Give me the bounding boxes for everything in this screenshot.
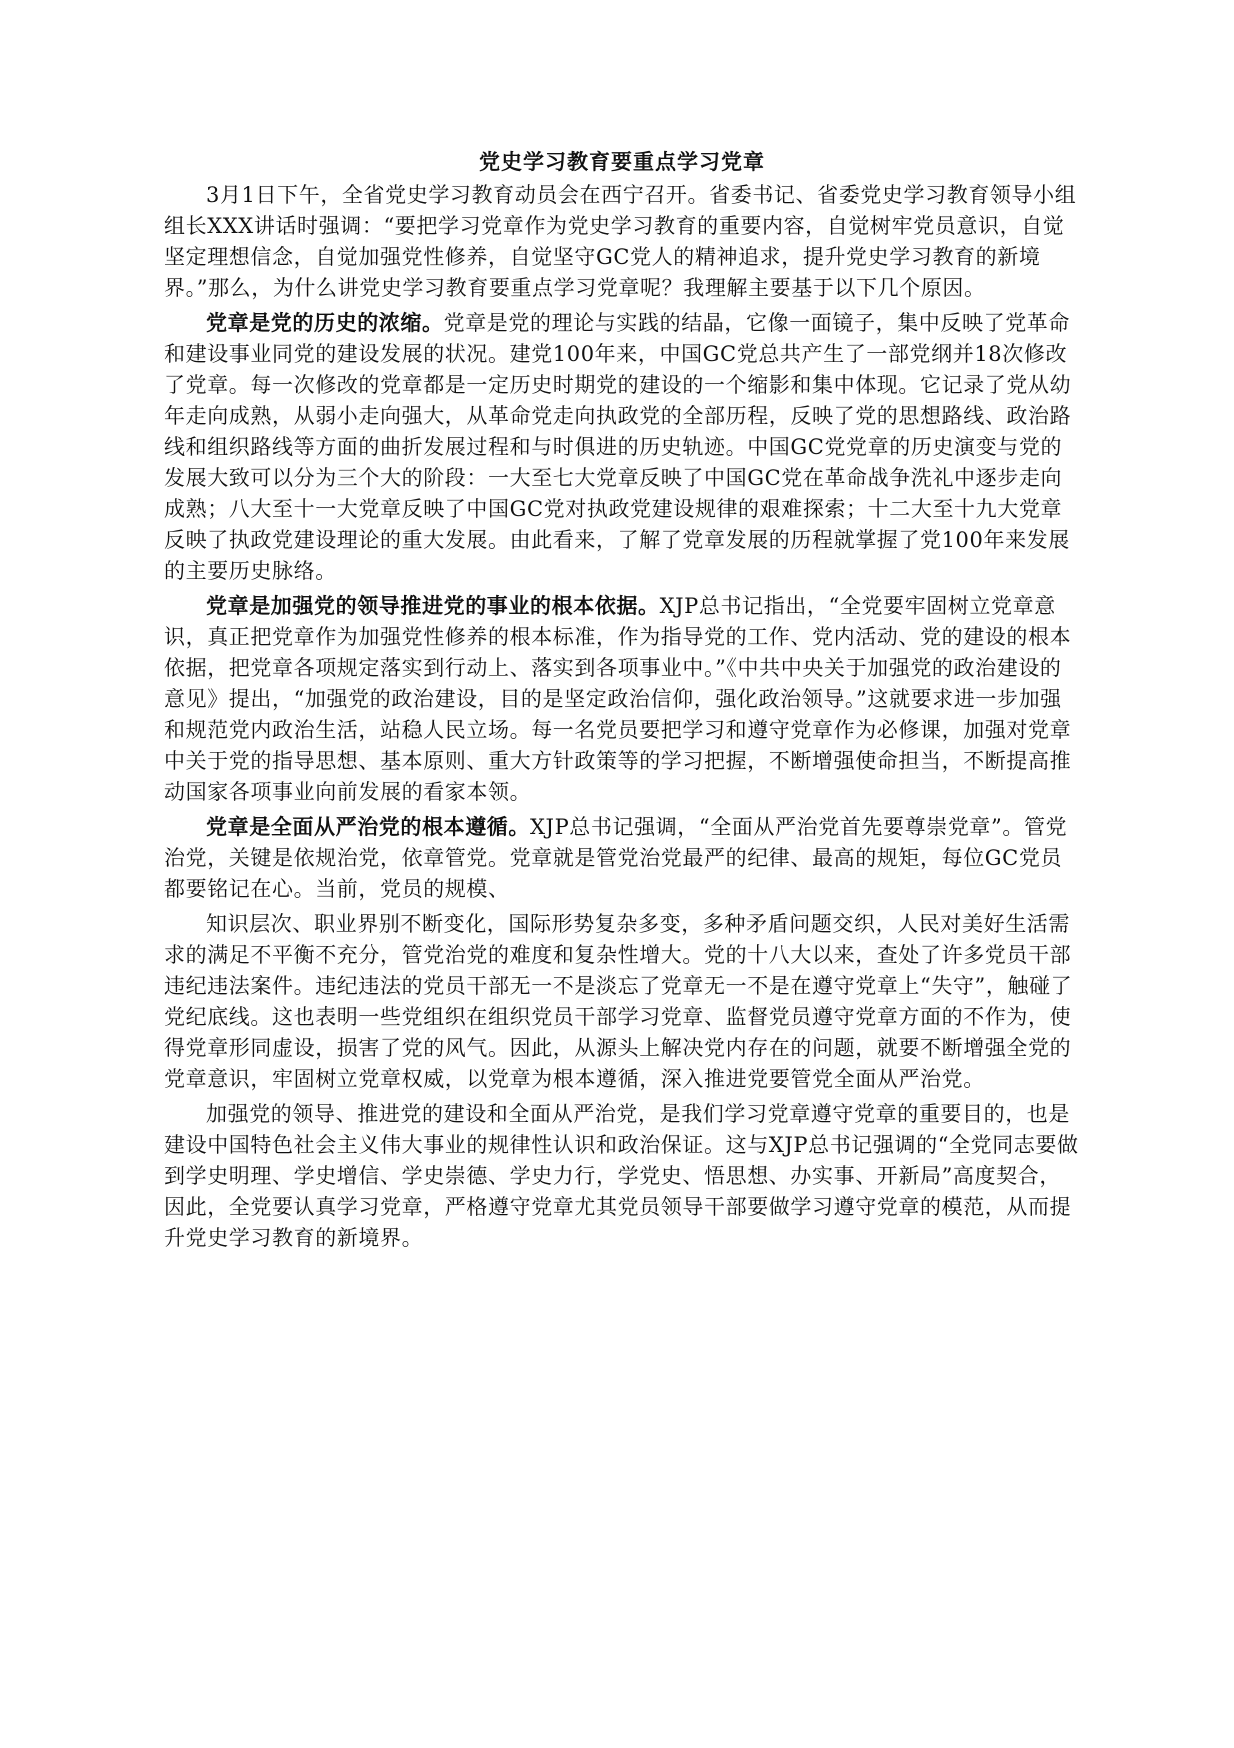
paragraph-history (164, 308, 1080, 587)
document-title: 党史学习教育要重点学习党章 (479, 150, 765, 174)
paragraph-text: 3月1日下午，全省党史学习教育动员会在西宁召开。省委书记、省委党史学习教育领导小组组长XXX讲话时强调：“要把学习党章作为党史学习教育的重要内容，自觉树牢党员意识，自觉坚定理想信念，自觉加强党性修养，自觉坚守GC党人的精神追求，提升党史学习教育的新境界。”那么，为什么讲党史学习教育要重点学习党章呢？我理解主要基于以下几个原因。 (164, 183, 1077, 300)
paragraph-foundation (164, 591, 1080, 808)
paragraph-lead: 党章是加强党的领导推进党的事业的根本依据。 (206, 594, 660, 618)
paragraph-lead: 党章是全面从严治党的根本遵循。 (206, 815, 530, 839)
paragraph-text: XJP总书记指出，“全党要牢固树立党章意识，真正把党章作为加强党性修养的根本标准，作为指导党的工作、党内活动、党的建设的根本依据，把党章各项规定落实到行动上、落实到各项事业中。”《中共中央关于加强党的政治建设的意见》提出，“加强党的政治建设，目的是坚定政治信仰，强化政治领导。”这就要求进一步加强和规范党内政治生活，站稳人民立场。每一名党员要把学习和遵守党章作为必修课，加强对党章中关于党的指导思想、基本原则、重大方针政策等的学习把握，不断增强使命担当，不断提高推动国家各项事业向前发展的看家本领。 (164, 594, 1072, 804)
paragraph-text: XJP总书记强调，“全面从严治党首先要尊崇党章”。管党治党，关键是依规治党，依章管党。党章就是管党治党最严的纪律、最高的规矩，每位GC党员都要铭记在心。当前，党员的规模、 (164, 815, 1068, 901)
paragraph-text: 党章是党的理论与实践的结晶，它像一面镜子，集中反映了党革命和建设事业同党的建设发展的状况。建党100年来，中国GC党总共产生了一部党纲并18次修改了党章。每一次修改的党章都是一定历史时期党的建设的一个缩影和集中体现。它记录了党从幼年走向成熟，从弱小走向强大，从革命党走向执政党的全部历程，反映了党的思想路线、政治路线和组织路线等方面的曲折发展过程和与时俱进的历史轨迹。中国GC党党章的历史演变与党的发展大致可以分为三个大的阶段：一大至七大党章反映了中国GC党在革命战争洗礼中逐步走向成熟；八大至十一大党章反映了中国GC党对执政党建设规律的艰难探索；十二大至十九大党章反映了执政党建设理论的重大发展。由此看来，了解了党章发展的历程就掌握了党100年来发展的主要历史脉络。 (164, 311, 1072, 583)
paragraph-text: 知识层次、职业界别不断变化，国际形势复杂多变，多种矛盾问题交织，人民对美好生活需求的满足不平衡不充分，管党治党的难度和复杂性增大。党的十八大以来，查处了许多党员干部违纪违法案件。违纪违法的党员干部无一不是淡忘了党章无一不是在遵守党章上“失守”，触碰了党纪底线。这也表明一些党组织在组织党员干部学习党章、监督党员遵守党章方面的不作为，使得党章形同虚设，损害了党的风气。因此，从源头上解决党内存在的问题，就要不断增强全党的党章意识，牢固树立党章权威，以党章为根本遵循，深入推进党要管党全面从严治党。 (164, 912, 1073, 1091)
document-body (164, 146, 1080, 1258)
paragraph-conclusion (164, 1099, 1080, 1254)
paragraph-intro (164, 180, 1080, 304)
paragraph-discipline-continued (164, 909, 1080, 1095)
paragraph-text: 加强党的领导、推进党的建设和全面从严治党，是我们学习党章遵守党章的重要目的，也是建设中国特色社会主义伟大事业的规律性认识和政治保证。这与XJP总书记强调的“全党同志要做到学史明理、学史增信、学史崇德、学史力行，学党史、悟思想、办实事、开新局”高度契合，因此，全党要认真学习党章，严格遵守党章尤其党员领导干部要做学习遵守党章的模范，从而提升党史学习教育的新境界。 (164, 1102, 1079, 1250)
paragraph-lead: 党章是党的历史的浓缩。 (206, 311, 444, 335)
paragraph-discipline (164, 812, 1080, 905)
